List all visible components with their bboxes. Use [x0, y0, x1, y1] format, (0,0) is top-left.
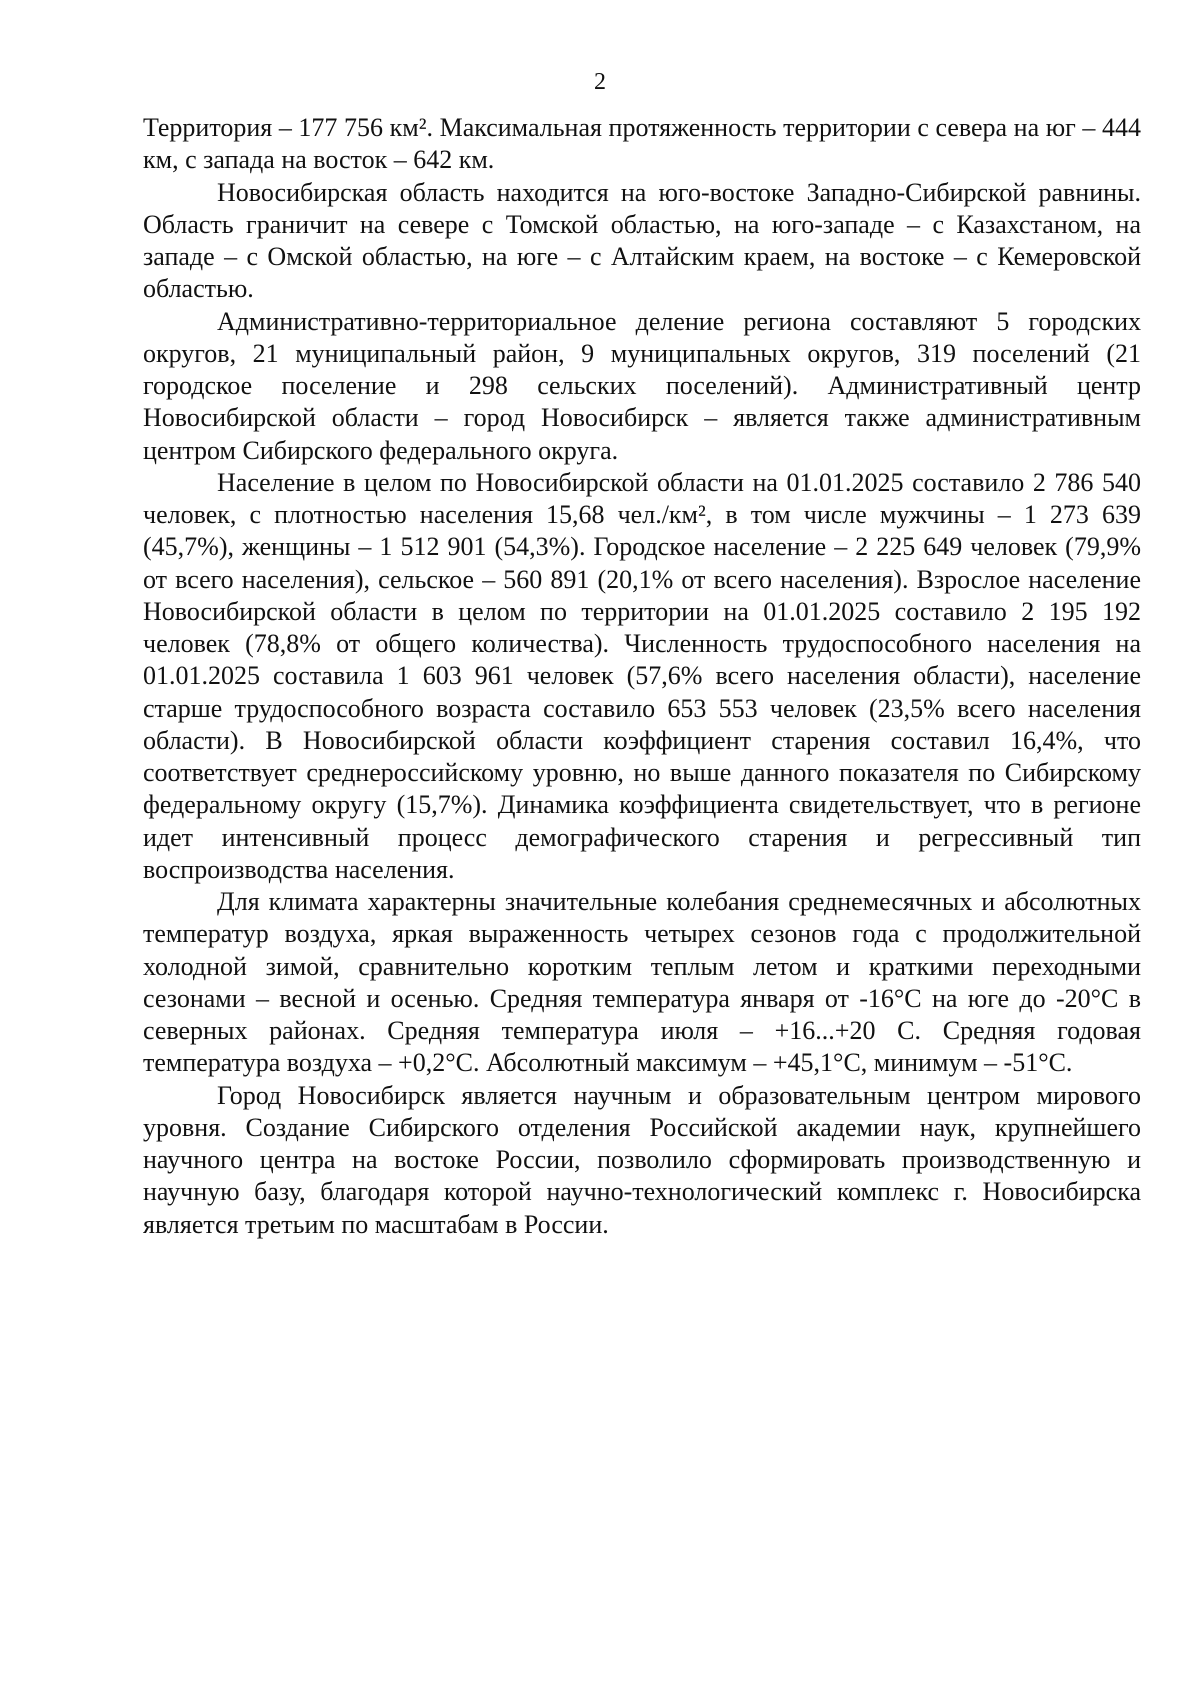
paragraph-science-center: Город Новосибирск является научным и образовательным центром мирового уровня. Создание Сибирского отделения Российской академии наук, крупнейшего научного центра на востоке России, позволило сформировать производственную и научную базу, благодаря которой научно-технологический комплекс г. Новосибирска является третьим по масштабам в России. — [143, 1080, 1141, 1239]
paragraph-administrative-division: Административно-территориальное деление региона составляют 5 городских округов, 21 муниципальный район, 9 муниципальных округов, 319 поселений (21 городское поселение и 298 сельских поселений). Административный центр Новосибирской области – город Новосибирск – является также административным центром Сибирского федерального округа. — [143, 306, 1141, 465]
paragraph-location: Новосибирская область находится на юго-востоке Западно-Сибирской равнины. Область граничит на севере с Томской областью, на юго-западе – с Казахстаном, на западе – с Омской областью, на юге – с Алтайским краем, на востоке – с Кемеровской областью. — [143, 177, 1141, 304]
paragraph-territory: Территория – 177 756 км². Максимальная протяженность территории с севера на юг – 444 км, с запада на восток – 642 км. — [143, 113, 1141, 175]
page-number: 2 — [594, 69, 606, 95]
paragraph-population: Население в целом по Новосибирской области на 01.01.2025 составило 2 786 540 человек, с плотностью населения 15,68 чел./км², в том числе мужчины – 1 273 639 (45,7%), женщины – 1 512 901 (54,3%). Городское население – 2 225 649 человек (79,9% от всего населения), сельское – 560 891 (20,1% от всего населения). Взрослое население Новосибирской области в целом по территории на 01.01.2025 составило 2 195 192 человек (78,8% от общего количества). Численность трудоспособного населения на 01.01.2025 составила 1 603 961 человек (57,6% всего населения области), население старше трудоспособного возраста составило 653 553 человек (23,5% всего населения области). В Новосибирской области коэффициент старения составил 16,4%, что соответствует среднероссийскому уровню, но выше данного показателя по Сибирскому федеральному округу (15,7%). Динамика коэффициента свидетельствует, что в регионе идет интенсивный процесс демографического старения и регрессивный тип воспроизводства населения. — [143, 467, 1141, 884]
paragraph-climate: Для климата характерны значительные колебания среднемесячных и абсолютных температур воздуха, яркая выраженность четырех сезонов года с продолжительной холодной зимой, сравнительно коротким теплым летом и краткими переходными сезонами – весной и осенью. Средняя температура января от -16°С на юге до -20°С в северных районах. Средняя температура июля – +16...+20 С. Средняя годовая температура воздуха – +0,2°С. Абсолютный максимум – +45,1°С, минимум – -51°С. — [143, 887, 1141, 1078]
document-body — [143, 112, 1141, 1241]
